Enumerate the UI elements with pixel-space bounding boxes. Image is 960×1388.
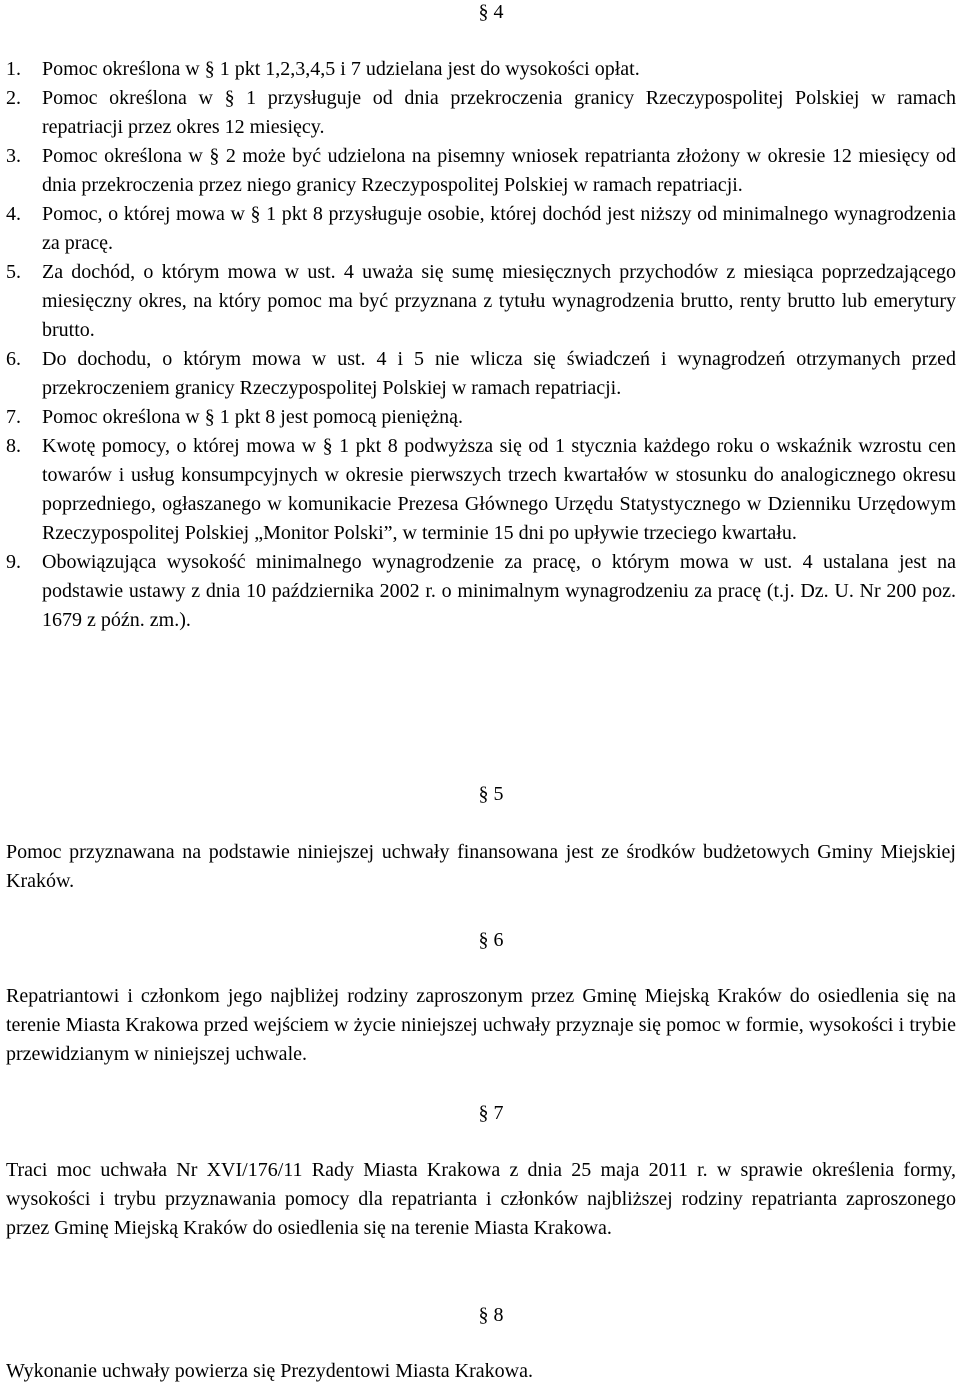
list-item-text: Pomoc określona w § 1 pkt 8 jest pomocą pieniężną. bbox=[42, 406, 464, 428]
list-item bbox=[6, 258, 956, 345]
list-item bbox=[6, 403, 956, 432]
list-item-text: Kwotę pomocy, o której mowa w § 1 pkt 8 podwyższa się od 1 stycznia każdego roku o wskaźnik wzrostu cen towarów i usług konsumpcyjnych w okresie pierwszych trzech kwartałów w stosunku do analogicznego okresu poprzedniego, ogłaszanego w komunikacie Prezesa Głównego Urzędu Statystycznego w Dzienniku Urzędowym Rzeczypospolitej Polskiej „Monitor Polski”, w terminie 15 dni po upływie trzeciego kwartału. bbox=[42, 435, 956, 544]
section-8-heading-text: § 8 bbox=[478, 1304, 504, 1326]
section-5-heading bbox=[6, 782, 956, 806]
list-item bbox=[6, 200, 956, 258]
section-5-paragraph: Pomoc przyznawana na podstawie niniejszej uchwały finansowana jest ze środków budżetowych Gminy Miejskiej Kraków. bbox=[6, 841, 956, 892]
list-item-text: Pomoc określona w § 2 może być udzielona na pisemny wniosek repatrianta złożony w okresie 12 miesięcy od dnia przekroczenia przez niego granicy Rzeczypospolitej Polskiej w ramach repatriacji. bbox=[42, 145, 956, 196]
section-4-heading-text: § 4 bbox=[478, 1, 504, 23]
list-item-text: Pomoc określona w § 1 pkt 1,2,3,4,5 i 7 udzielana jest do wysokości opłat. bbox=[42, 58, 640, 80]
list-item-number: 3. bbox=[6, 145, 21, 167]
list-item-text: Za dochód, o którym mowa w ust. 4 uważa się sumę miesięcznych przychodów z miesiąca poprzedzającego miesięczny okres, na który pomoc ma być przyznana z tytułu wynagrodzenia brutto, renty brutto lub emerytury brutto. bbox=[42, 261, 956, 341]
section-8-paragraph: Wykonanie uchwały powierza się Prezydentowi Miasta Krakowa. bbox=[6, 1360, 533, 1382]
list-item-text: Obowiązująca wysokość minimalnego wynagrodzenie za pracę, o którym mowa w ust. 4 ustalana jest na podstawie ustawy z dnia 10 października 2002 r. o minimalnym wynagrodzeniu za pracę (t.j. Dz. U. Nr 200 poz. 1679 z późn. zm.). bbox=[42, 551, 956, 631]
list-item bbox=[6, 84, 956, 142]
section-6-paragraph: Repatriantowi i członkom jego najbliżej rodziny zaproszonym przez Gminę Miejską Kraków do osiedlenia się na terenie Miasta Krakowa przed wejściem w życie niniejszej uchwały przyznaje się pomoc w formie, wysokości i trybie przewidzianym w niniejszej uchwale. bbox=[6, 985, 956, 1065]
section-4-list bbox=[6, 55, 956, 635]
list-item-number: 6. bbox=[6, 348, 21, 370]
list-item-text: Pomoc określona w § 1 przysługuje od dnia przekroczenia granicy Rzeczypospolitej Polskiej w ramach repatriacji przez okres 12 miesięcy. bbox=[42, 87, 956, 138]
list-item-number: 9. bbox=[6, 551, 21, 573]
list-item bbox=[6, 345, 956, 403]
list-item-text: Do dochodu, o którym mowa w ust. 4 i 5 nie wlicza się świadczeń i wynagrodzeń otrzymanych przed przekroczeniem granicy Rzeczypospolitej Polskiej w ramach repatriacji. bbox=[42, 348, 956, 399]
list-item-number: 4. bbox=[6, 203, 21, 225]
list-item-text: Pomoc, o której mowa w § 1 pkt 8 przysługuje osobie, której dochód jest niższy od minimalnego wynagrodzenia za pracę. bbox=[42, 203, 956, 254]
section-7-heading-text: § 7 bbox=[478, 1102, 504, 1124]
section-5-heading-text: § 5 bbox=[478, 783, 504, 805]
section-8-heading bbox=[6, 1303, 956, 1327]
section-7-heading bbox=[6, 1101, 956, 1125]
list-item bbox=[6, 548, 956, 635]
list-item-number: 8. bbox=[6, 435, 21, 457]
section-7-paragraph: Traci moc uchwała Nr XVI/176/11 Rady Miasta Krakowa z dnia 25 maja 2011 r. w sprawie określenia formy, wysokości i trybu przyznawania pomocy dla repatrianta i członków najbliższej rodziny repatrianta zaproszonego przez Gminę Miejską Kraków do osiedlenia się na terenie Miasta Krakowa. bbox=[6, 1159, 956, 1239]
list-item bbox=[6, 55, 956, 84]
section-4-heading bbox=[6, 0, 956, 24]
list-item bbox=[6, 142, 956, 200]
list-item-number: 2. bbox=[6, 87, 21, 109]
list-item bbox=[6, 432, 956, 548]
list-item-number: 1. bbox=[6, 58, 21, 80]
list-item-number: 5. bbox=[6, 261, 21, 283]
section-6-heading bbox=[6, 928, 956, 952]
section-6-heading-text: § 6 bbox=[478, 929, 504, 951]
list-item-number: 7. bbox=[6, 406, 21, 428]
